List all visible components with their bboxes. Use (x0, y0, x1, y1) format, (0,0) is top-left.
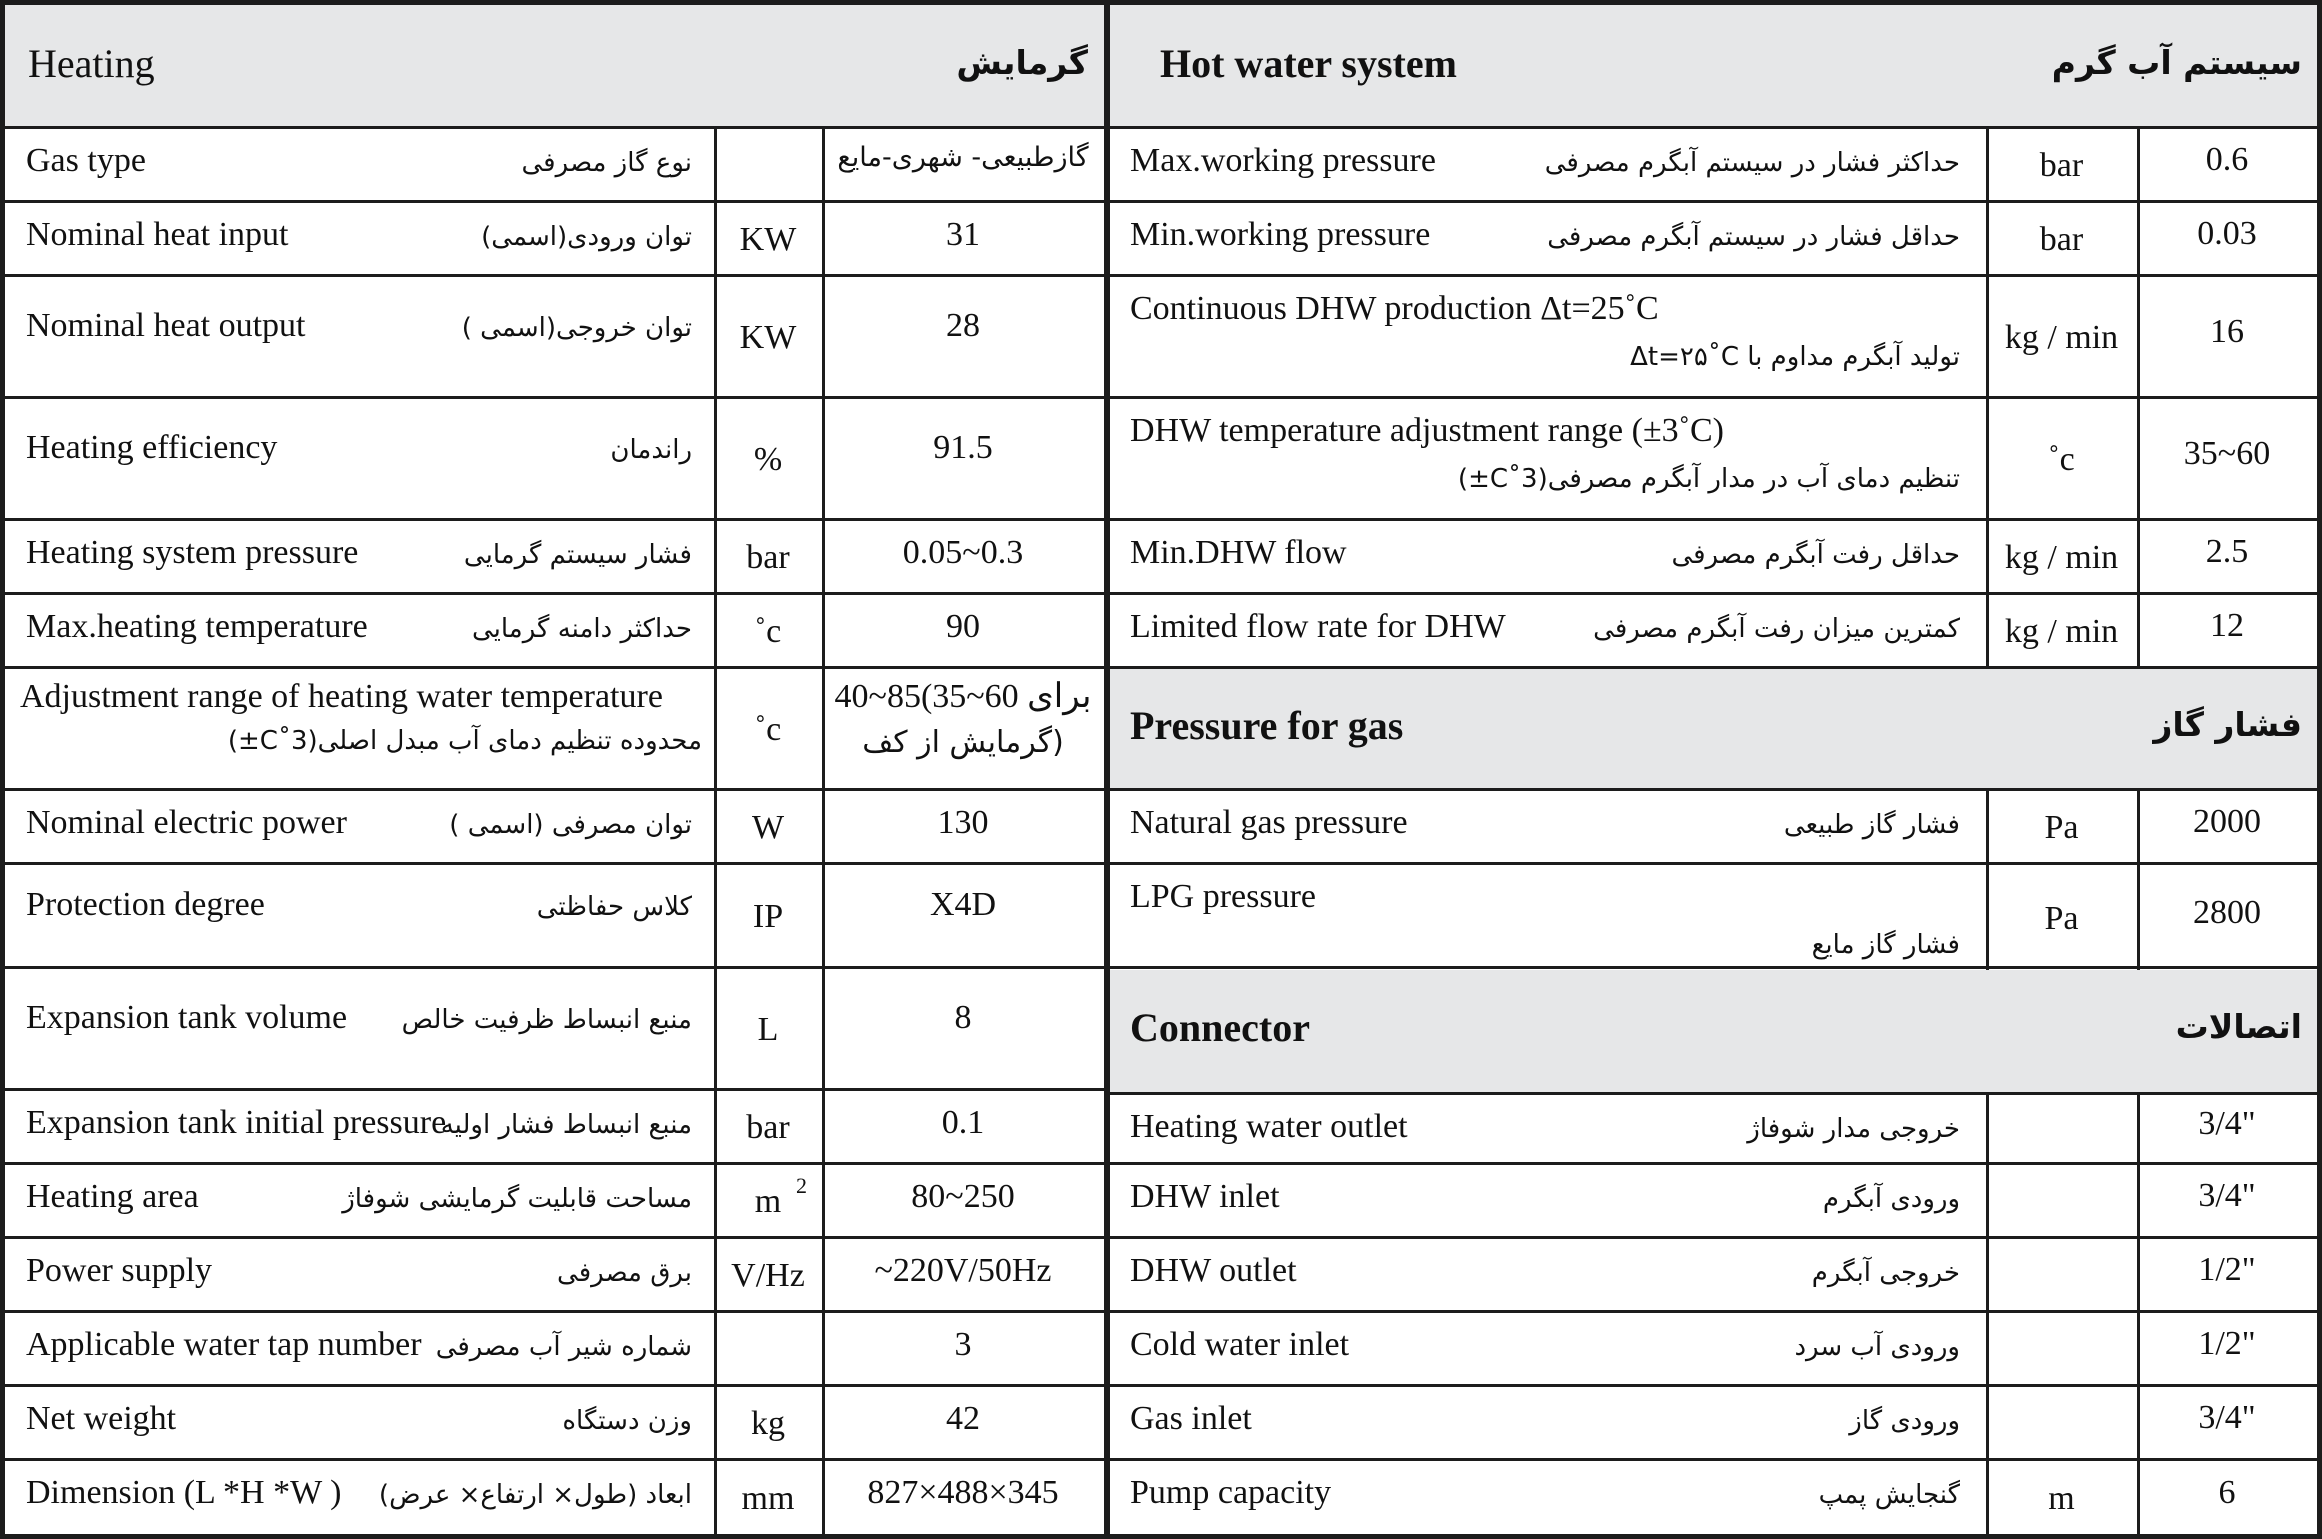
gas_pressure-row-label-en: Natural gas pressure (1130, 804, 1408, 841)
connector-row-unit: m (2048, 1480, 2075, 1517)
heating-row-line-11 (0, 1088, 1107, 1091)
heating-row-line-16 (0, 1458, 1107, 1461)
connector-row-label-en: Pump capacity (1130, 1474, 1332, 1511)
right-row-line-12 (1107, 1162, 2322, 1165)
heating-row-label-fa: شماره شیر آب مصرفی (435, 1332, 692, 1362)
heating-row-unit: KW (739, 221, 797, 258)
hot_water-row-value: 16 (2210, 313, 2244, 350)
heating-row-value: 42 (946, 1400, 980, 1437)
heating-row-label-fa: فشار سیستم گرمایی (463, 540, 692, 570)
heating-row-label-en: Nominal electric power (26, 804, 347, 841)
connector-row-label-fa: خروجی مدار شوفاژ (1747, 1114, 1960, 1144)
heating-row-line-7 (0, 666, 1107, 669)
heating-row-label-fa: مساحت قابلیت گرمایشی شوفاژ (342, 1184, 692, 1214)
heating-row-line-3 (0, 274, 1107, 277)
hot_water-row-unit: kg / min (2004, 613, 2119, 650)
connector-row-label-fa: ورودی آب سرد (1794, 1332, 1960, 1362)
right-row-line-16 (1107, 1458, 2322, 1461)
hot_water-row-label-en: Min.working pressure (1130, 216, 1431, 253)
hot_water-row-label-fa: تولید آبگرم مداوم با Δt=۲۵˚C (1630, 342, 1960, 372)
heating-row-label-fa: توان خروجی(اسمی ) (461, 313, 692, 343)
hot_water-row-unit: kg / min (2004, 319, 2119, 356)
connector-row-label-en: Cold water inlet (1130, 1326, 1350, 1363)
border-left (0, 0, 5, 1538)
connector-row-label-en: DHW inlet (1130, 1178, 1280, 1215)
heating-row-value: 80~250 (911, 1178, 1015, 1215)
heating-row-label-en: Expansion tank initial pressure (26, 1104, 447, 1141)
right-row-line-14 (1107, 1310, 2322, 1313)
heating-row-label-fa: نوع گاز مصرفی (521, 148, 692, 178)
right-row-line-15 (1107, 1384, 2322, 1387)
heating-row-value: 130 (937, 804, 989, 841)
right-row-line-1 (1107, 126, 2322, 129)
heating-row-label-fa: حداکثر دامنه گرمایی (471, 614, 692, 644)
heating-row-value: 8 (954, 999, 972, 1036)
hot_water-row-label-fa: حداقل فشار در سیستم آبگرم مصرفی (1547, 222, 1960, 252)
heating-row-label-fa: برق مصرفی (557, 1258, 692, 1288)
border-right (2317, 0, 2322, 1538)
connector-col-line-1 (1986, 1092, 1989, 1538)
heating-row-unit: L (757, 1011, 779, 1048)
connector-row-value: 3/4" (2198, 1105, 2256, 1142)
heating-row-line-4 (0, 396, 1107, 399)
heating-row-value: 31 (946, 216, 980, 253)
heating-row-unit: V/Hz (731, 1257, 805, 1294)
heating-row-unit-sup: 2 (796, 1173, 807, 1198)
right-row-line-0 (1107, 0, 2322, 5)
gas_pressure-row-value: 2800 (2193, 894, 2261, 931)
connector-row-value: 1/2" (2198, 1251, 2256, 1288)
hot-water-title-fa: سیستم آب گرم (2051, 43, 2302, 82)
hot_water-row-unit: ˚c (2048, 441, 2075, 478)
heating-row-unit: W (751, 809, 785, 846)
heating-row-unit: mm (741, 1480, 795, 1517)
heating-row-label-en: Adjustment range of heating water temperature (20, 678, 663, 715)
heating-row-label-fa: توان ورودی(اسمی) (481, 222, 692, 252)
heating-row-line-2 (0, 200, 1107, 203)
heating-row-line-12 (0, 1162, 1107, 1165)
hot-water-title-en: Hot water system (1160, 41, 1457, 86)
heating-row-line-6 (0, 592, 1107, 595)
gas_pressure-row-unit: Pa (2044, 809, 2079, 846)
heating-row-line-10 (0, 966, 1107, 969)
heating-row-label-en: Heating area (26, 1178, 199, 1215)
heating-row-value: 827×488×345 (867, 1474, 1059, 1511)
gas-pressure-title-fa: فشار گاز (2153, 705, 2302, 744)
heating-row-value: 91.5 (933, 429, 993, 466)
gas_pressure-row-label-fa: فشار گاز طبیعی (1783, 810, 1960, 840)
heating-row-label-fa: منبع انبساط ظرفیت خالص (401, 1005, 692, 1035)
right-row-line-7 (1107, 666, 2322, 669)
hot_water-row-label-en: Limited flow rate for DHW (1130, 608, 1506, 645)
connector-col-line-2 (2137, 1092, 2140, 1538)
heating-row-value: 0.05~0.3 (902, 534, 1024, 571)
heating-row-line-8 (0, 788, 1107, 791)
heating-row-value: 90 (946, 608, 980, 645)
heating-row-label-fa: ابعاد (طول× ارتفاع× عرض) (378, 1480, 692, 1510)
hot_water-row-label-fa: حداکثر فشار در سیستم آبگرم مصرفی (1544, 148, 1960, 178)
heating-row-value: 28 (946, 307, 980, 344)
hot_water-row-value: 0.6 (2205, 141, 2249, 178)
connector-row-label-fa: خروجی آبگرم (1811, 1258, 1960, 1288)
connector-row-label-en: Heating water outlet (1130, 1108, 1408, 1145)
heating-row-line-9 (0, 862, 1107, 865)
heating-row-label-en: Dimension (L *H *W ) (26, 1474, 342, 1511)
connector-title-fa: اتصالات (2175, 1007, 2302, 1046)
gas_pressure-row-unit: Pa (2044, 900, 2079, 937)
heating-row-label-en: Power supply (26, 1252, 213, 1289)
hot_water-row-value: 35~60 (2183, 435, 2271, 472)
heating-row-unit: kg (751, 1405, 785, 1442)
right-row-line-2 (1107, 200, 2322, 203)
heating-row-label-en: Gas type (26, 142, 146, 179)
heating-row-label-fa: کلاس حفاظتی (536, 892, 692, 922)
right-row-line-5 (1107, 518, 2322, 521)
heating-row-label-en: Max.heating temperature (26, 608, 368, 645)
heating-row-value: 3 (954, 1326, 972, 1363)
connector-row-label-fa: گنجایش پمپ (1818, 1480, 1960, 1510)
hot_water-row-label-en: Continuous DHW production Δt=25˚C (1130, 290, 1659, 327)
heating-row-label-en: Nominal heat input (26, 216, 289, 253)
connector-title-en: Connector (1130, 1005, 1310, 1050)
gas_pressure-row-label-en: LPG pressure (1130, 878, 1317, 915)
heating-row-label-en: Heating efficiency (26, 429, 278, 466)
connector-row-value: 6 (2218, 1474, 2236, 1511)
right-row-line-6 (1107, 592, 2322, 595)
heating-row-label-en: Nominal heat output (26, 307, 306, 344)
heating-row-unit: bar (746, 1109, 790, 1146)
hot_water-row-unit: bar (2039, 221, 2084, 258)
right-row-line-8 (1107, 788, 2322, 791)
heating-row-value: X4D (929, 886, 997, 923)
heating-row-unit: % (753, 441, 783, 478)
hot_water-row-value: 2.5 (2205, 533, 2249, 570)
connector-row-label-en: DHW outlet (1130, 1252, 1297, 1289)
hot_water-row-label-fa: حداقل رفت آبگرم مصرفی (1671, 540, 1960, 570)
heating-title-fa: گرمایش (956, 43, 1088, 82)
hot_water-row-label-en: DHW temperature adjustment range (±3˚C) (1130, 412, 1724, 449)
heating-row-line-15 (0, 1384, 1107, 1387)
gas-pressure-title-en: Pressure for gas (1130, 703, 1404, 748)
gas_pressure-row-value: 2000 (2193, 803, 2261, 840)
right-row-line-4 (1107, 396, 2322, 399)
heating-row-label-fa: وزن دستگاه (562, 1406, 692, 1436)
heating-row-label-fa: محدوده تنظیم دمای آب مبدل اصلی(3˚C±) (227, 726, 702, 756)
heating-row-unit: ˚c (754, 711, 782, 748)
heating-row-value: ~220V/50Hz (874, 1252, 1052, 1289)
hot_water-row-unit: kg / min (2004, 539, 2119, 576)
hot_water-row-value: 12 (2210, 607, 2244, 644)
heating-row-line-1 (0, 126, 1107, 129)
heating-row-line-14 (0, 1310, 1107, 1313)
heating-row-unit: ˚c (754, 613, 782, 650)
right-row-line-3 (1107, 274, 2322, 277)
heating-title-en: Heating (28, 41, 155, 86)
hot_water-row-value: 0.03 (2197, 215, 2257, 252)
hot_water-row-unit: bar (2039, 147, 2084, 184)
heating-row-label-en: Protection degree (26, 886, 265, 923)
right-row-line-17 (1107, 1534, 2322, 1539)
right-row-line-13 (1107, 1236, 2322, 1239)
right-row-line-10 (1107, 966, 2322, 969)
connector-row-label-en: Gas inlet (1130, 1400, 1252, 1437)
heating-row-unit: KW (739, 319, 797, 356)
center-divider (1104, 0, 1110, 1538)
heating-row-unit: bar (746, 539, 790, 576)
heating-row-value: گازطبیعی- شهری-مایع (837, 142, 1089, 173)
heating-row-label-en: Heating system pressure (26, 534, 359, 571)
heating-row-label-en: Applicable water tap number (26, 1326, 422, 1363)
connector-row-value: 3/4" (2198, 1399, 2256, 1436)
heating-row-line-5 (0, 518, 1107, 521)
heating-row-label-en: Expansion tank volume (26, 999, 348, 1036)
heating-row-unit: IP (752, 898, 784, 935)
heating-row-label-en: Net weight (26, 1400, 177, 1437)
heating-row-label-fa: توان مصرفی (اسمی ) (449, 810, 692, 840)
heating-row-line-0 (0, 0, 1107, 5)
right-row-line-11 (1107, 1092, 2322, 1095)
hot_water-row-label-en: Max.working pressure (1130, 142, 1436, 179)
heating-row-value: 40~85(35~60 برای (834, 678, 1092, 715)
gas_pressure-row-label-fa: فشار گاز مایع (1811, 930, 1960, 960)
connector-row-label-fa: ورودی آبگرم (1822, 1184, 1960, 1214)
heating-row-label-fa: منبع انبساط فشار اولیه (440, 1110, 692, 1140)
right-row-line-9 (1107, 862, 2322, 865)
heating-row-line-17 (0, 1534, 1107, 1539)
connector-row-value: 1/2" (2198, 1325, 2256, 1362)
hot_water-row-label-fa: تنظیم دمای آب در مدار آبگرم مصرفی(3˚C±) (1457, 464, 1960, 494)
heating-row-unit: m (754, 1183, 782, 1220)
hot_water-row-label-en: Min.DHW flow (1130, 534, 1347, 571)
connector-row-label-fa: ورودی گاز (1849, 1406, 1960, 1436)
connector-row-value: 3/4" (2198, 1177, 2256, 1214)
heating-row-value-2: گرمایش از کف) (862, 725, 1064, 760)
heating-row-value: 0.1 (941, 1104, 985, 1141)
heating-row-label-fa: راندمان (610, 435, 692, 465)
heating-header-bg (4, 4, 1104, 126)
heating-row-line-13 (0, 1236, 1107, 1239)
hot_water-row-label-fa: کمترین میزان رفت آبگرم مصرفی (1593, 614, 1960, 644)
